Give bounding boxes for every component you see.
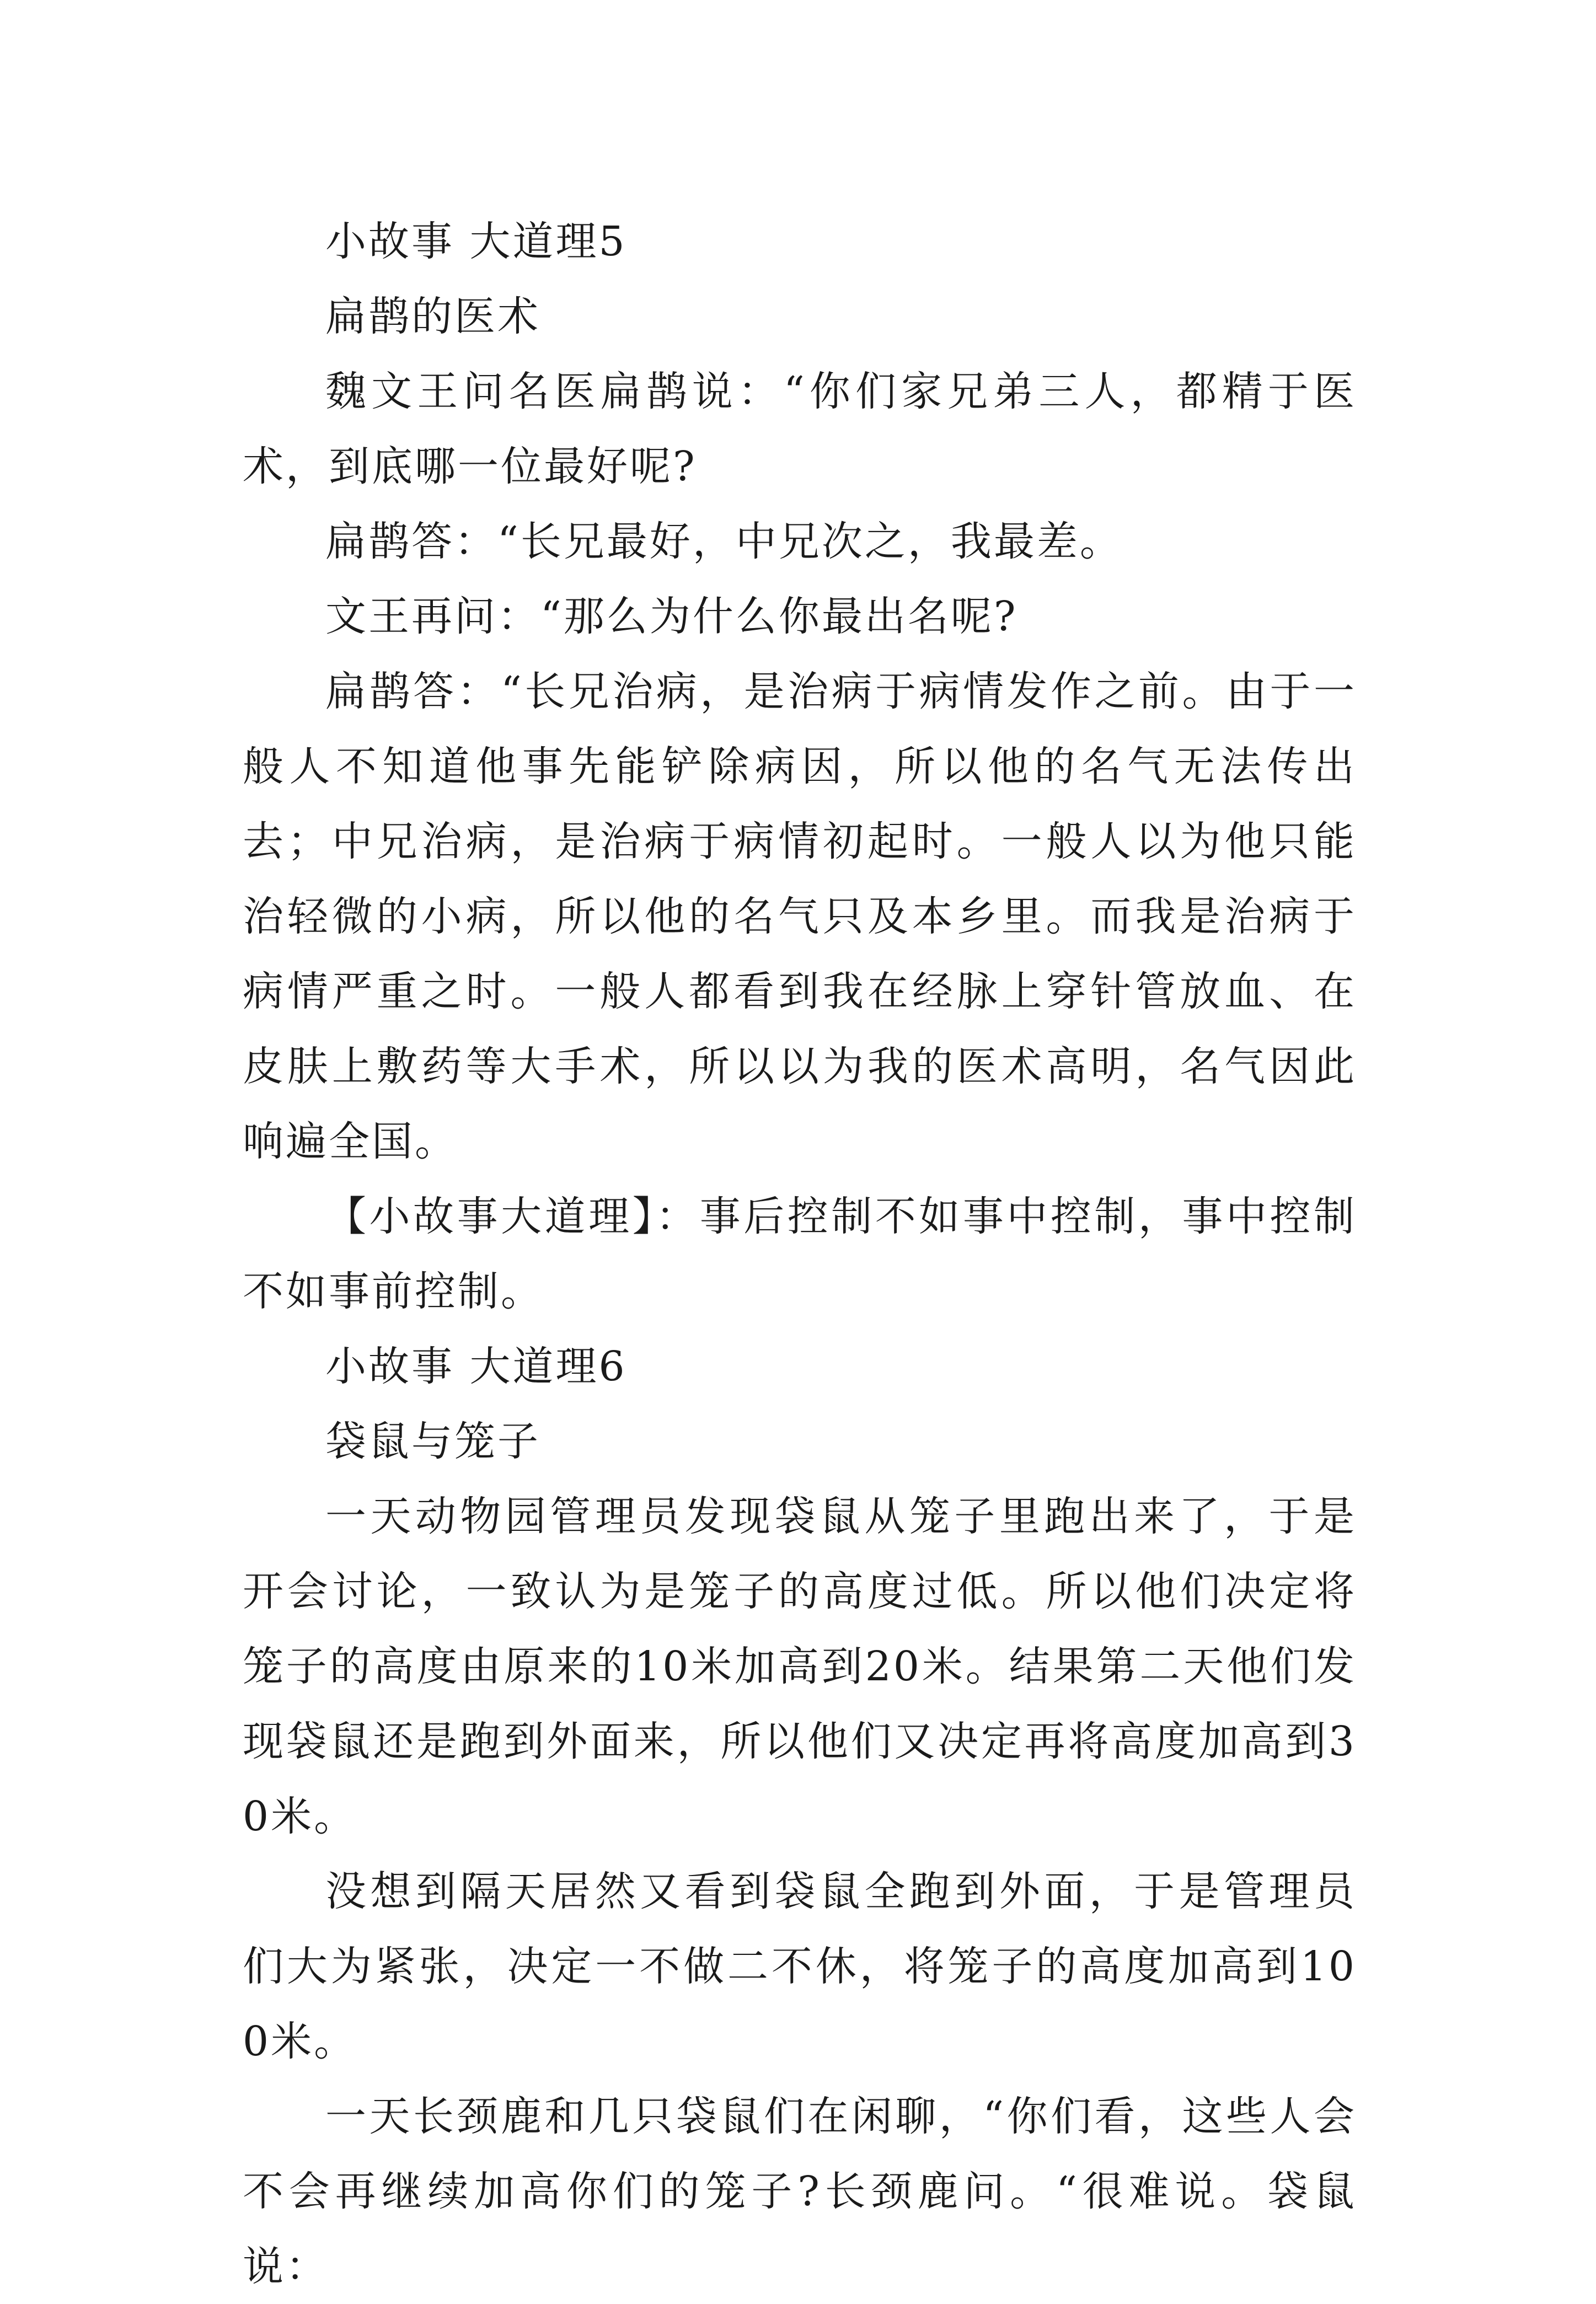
paragraph: 魏文王问名医扁鹊说：“你们家兄弟三人，都精于医术，到底哪一位最好呢? (243, 368, 1357, 490)
story-6-title: 袋鼠与笼子 (325, 1418, 540, 1465)
document-body (243, 204, 1357, 2304)
story-5-title: 扁鹊的医术 (325, 293, 540, 340)
story-5-moral: 【小故事大道理】：事后控制不如事中控制，事中控制不如事前控制。 (243, 1193, 1357, 1315)
paragraph: 扁鹊答：“长兄治病，是治病于病情发作之前。由于一般人不知道他事先能铲除病因，所以他的名气无法传出去；中兄治病，是治病于病情初起时。一般人以为他只能治轻微的小病，所以他的名气只及本乡里。而我是治病于病情严重之时。一般人都看到我在经脉上穿针管放血、在皮肤上敷药等大手术，所以以为我的医术高明，名气因此响遍全国。 (243, 668, 1357, 1165)
paragraph: 扁鹊答：“长兄最好，中兄次之，我最差。 (325, 518, 1123, 565)
paragraph: 文王再问：“那么为什么你最出名呢? (325, 593, 1018, 640)
paragraph: 没想到隔天居然又看到袋鼠全跑到外面，于是管理员们大为紧张，决定一不做二不休，将笼子的高度加高到100米。 (243, 1868, 1357, 2065)
paragraph: 一天动物园管理员发现袋鼠从笼子里跑出来了，于是开会讨论，一致认为是笼子的高度过低。所以他们决定将笼子的高度由原来的10米加高到20米。结果第二天他们发现袋鼠还是跑到外面来，所以他们又决定再将高度加高到30米。 (243, 1493, 1357, 1840)
paragraph: 一天长颈鹿和几只袋鼠们在闲聊，“你们看，这些人会不会再继续加高你们的笼子?长颈鹿问。“很难说。袋鼠说： (243, 2093, 1357, 2290)
story-5-heading: 小故事 大道理5 (325, 218, 627, 265)
story-6-heading: 小故事 大道理6 (325, 1343, 627, 1390)
